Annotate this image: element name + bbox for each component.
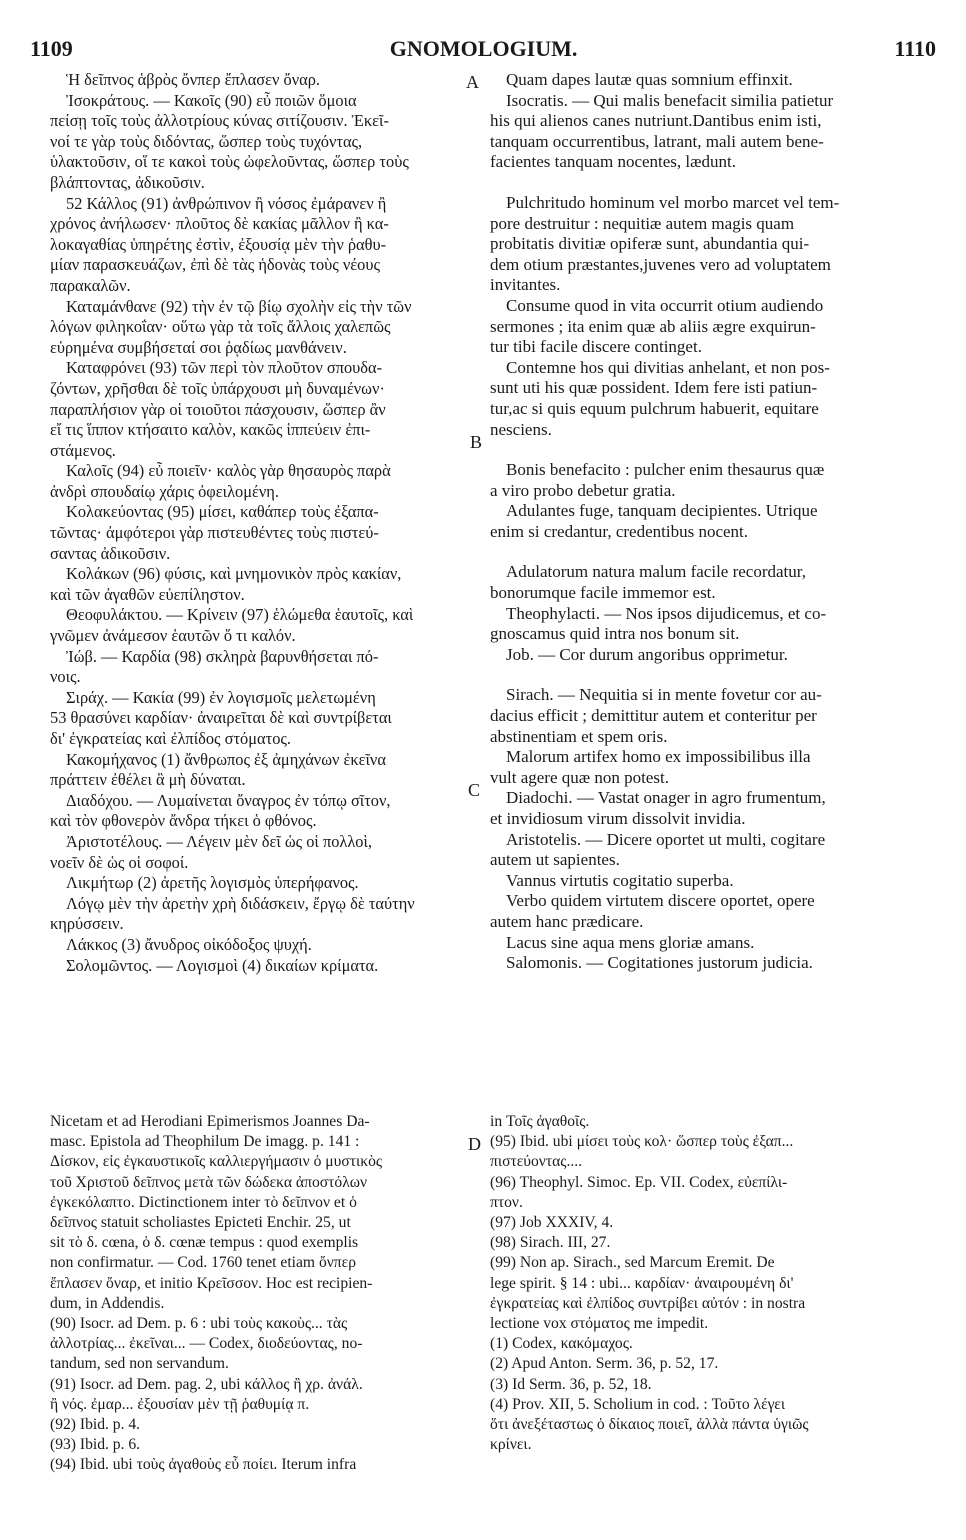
column-number-right: 1110 bbox=[894, 36, 936, 61]
footnote-line: Δίσκον, εἰς ἐγκαυστικοῖς καλλιεργήμασιν ὁ μυστικὸς bbox=[50, 1153, 383, 1171]
greek-line: ἀνδρὶ σπουδαίῳ χάρις ὀφειλομένη. bbox=[50, 481, 279, 501]
latin-line: tur,ac si quis equum pulchrum habuerit, equitare bbox=[490, 398, 819, 418]
latin-line: sunt uti his quæ possident. Idem fere isti patiun- bbox=[490, 378, 818, 398]
section-marker-a: A bbox=[466, 72, 479, 92]
footnote-line: (95) Ibid. ubi μίσει τοὺς κολ· ὥσπερ τοὺς ἐξαπ... bbox=[490, 1133, 794, 1151]
footnotes-right bbox=[490, 1112, 922, 1455]
footnote-line: (4) Prov. XII, 5. Scholium in cod. : Τοῦτο λέγει bbox=[490, 1395, 786, 1413]
greek-text-column bbox=[50, 70, 460, 976]
greek-line: Ἰώβ. — Καρδία (98) σκληρὰ βαρυνθήσεται πό- bbox=[66, 646, 379, 666]
greek-line: Καλοῖς (94) εὖ ποιεῖν· καλὸς γὰρ θησαυρὸς παρὰ bbox=[66, 461, 391, 481]
footnote-line: (97) Job XXXIV, 4. bbox=[490, 1214, 614, 1232]
footnote-line: dum, in Addendis. bbox=[50, 1294, 165, 1312]
greek-line: δι' ἐγκρατείας καὶ ἐλπίδος στόματος. bbox=[50, 729, 291, 748]
footnote-line: (96) Theophyl. Simoc. Ep. VII. Codex, εὐεπίλι- bbox=[490, 1173, 788, 1191]
latin-line: his qui alienos canes nutriunt.Dantibus enim isti, bbox=[490, 111, 822, 131]
greek-line: πράττειν ἐθέλει ἃ μὴ δύναται. bbox=[50, 770, 246, 790]
footnote-line: (3) Id Serm. 36, p. 52, 18. bbox=[490, 1375, 652, 1393]
latin-text-column bbox=[490, 70, 922, 974]
footnote-line: ἀλλοτρίας... ἐκεῖναι... — Codex, διοδεύοντας, no- bbox=[50, 1335, 363, 1353]
greek-line: Ἡ δεῖπνος ἁβρὸς ὄνπερ ἔπλασεν ὄναρ. bbox=[66, 70, 320, 89]
greek-line: παρακαλῶν. bbox=[50, 275, 131, 295]
footnote-line: (90) Isocr. ad Dem. p. 6 : ubi τοὺς κακοὺς... τὰς bbox=[50, 1315, 348, 1333]
footnote-line: (2) Apud Anton. Serm. 36, p. 52, 17. bbox=[490, 1355, 719, 1373]
greek-line: μίαν παρασκευάζων, ἐπὶ δὲ τὰς ἡδονὰς τοὺς νέους bbox=[50, 255, 380, 275]
greek-line: τῶντας· ἀμφότεροι γὰρ πιστευθέντες τοὺς πιστεύ- bbox=[50, 523, 379, 543]
latin-line: vult agere quæ non potest. bbox=[490, 767, 669, 787]
greek-line: Ἀριστοτέλους. — Λέγειν μὲν δεῖ ὡς οἱ πολλοὶ, bbox=[66, 831, 373, 851]
latin-line: nesciens. bbox=[490, 419, 552, 439]
latin-line: Pulchritudo hominum vel morbo marcet vel tem- bbox=[506, 192, 840, 212]
greek-line: Κολάκων (96) φύσις, καὶ μνημονικὸν πρὸς κακίαν, bbox=[66, 564, 402, 584]
greek-line: βλάπτοντας, ἀδικοῦσιν. bbox=[50, 172, 205, 192]
greek-line: νοις. bbox=[50, 667, 81, 687]
page-title: GNOMOLOGIUM. bbox=[389, 36, 578, 61]
greek-line: Λόγῳ μὲν τὴν ἀρετὴν χρὴ διδάσκειν, ἔργῳ δὲ ταύτην bbox=[66, 893, 415, 913]
footnote-line: ὅτι ἀνεξέταστως ὁ δίκαιος ποιεῖ, ἀλλὰ πάντα ὑγιῶς bbox=[490, 1416, 809, 1434]
footnote-line: non confirmatur. — Cod. 1760 tenet etiam ὄνπερ bbox=[50, 1254, 356, 1272]
footnote-line: (93) Ibid. p. 6. bbox=[50, 1436, 141, 1454]
latin-line: pore destruitur : nequitiæ autem magis quam bbox=[490, 213, 795, 233]
greek-line: καὶ τῶν ἀγαθῶν εὐεπίληστον. bbox=[50, 584, 245, 604]
latin-line: invitantes. bbox=[490, 275, 561, 295]
footnote-line: (1) Codex, κακόμαχος. bbox=[490, 1335, 633, 1353]
greek-line: λόγων φιληκοΐαν· οὕτω γὰρ τὰ τοῖς ἄλλοις χαλεπῶς bbox=[50, 317, 391, 337]
footnote-line: ἐγκεκόλαπτο. Dictinctionem inter τὸ δεῖπνον et ὁ bbox=[50, 1193, 357, 1211]
greek-line: κηρύσσειν. bbox=[50, 914, 124, 934]
latin-line: Consume quod in vita occurrit otium audiendo bbox=[506, 295, 824, 315]
footnote-line: (99) Non ap. Sirach., sed Marcum Eremit. De bbox=[490, 1254, 775, 1272]
greek-line: Διαδόχου. — Λυμαίνεται ὄναγρος ἐν τόπῳ σῖτον, bbox=[66, 790, 391, 810]
footnote-line: (91) Isocr. ad Dem. pag. 2, ubi κάλλος ἢ χρ. ἀνάλ. bbox=[50, 1375, 363, 1393]
footnote-line: tandum, sed non servandum. bbox=[50, 1355, 229, 1373]
latin-line: Malorum artifex homo ex impossibilibus illa bbox=[506, 747, 811, 767]
footnote-line: (98) Sirach. III, 27. bbox=[490, 1234, 611, 1252]
footnote-line: lege spirit. § 14 : ubi... καρδίαν· ἀναιρουμένη δι' bbox=[490, 1274, 794, 1292]
latin-line: Aristotelis. — Dicere oportet ut multi, cogitare bbox=[506, 829, 826, 849]
footnote-line: in Τοῖς ἀγαθοῖς. bbox=[490, 1113, 590, 1130]
section-marker-d: D bbox=[468, 1134, 481, 1154]
latin-line: Adulantes fuge, tanquam decipientes. Utrique bbox=[506, 501, 818, 521]
greek-line: Θεοφυλάκτου. — Κρίνειν (97) ἑλώμεθα ἑαυτοῖς, καὶ bbox=[66, 605, 414, 625]
greek-line: στάμενος. bbox=[50, 440, 116, 460]
section-marker-c: C bbox=[468, 780, 481, 800]
latin-line: abstinentiam et spem oris. bbox=[490, 726, 668, 746]
latin-line: tanquam occurrentibus, latrant, mali autem bene- bbox=[490, 131, 824, 151]
greek-line: σαντας ἀδικοῦσιν. bbox=[50, 543, 171, 563]
latin-line: Verbo quidem virtutem discere oportet, opere bbox=[506, 891, 815, 911]
latin-line: Sirach. — Nequitia si in mente fovetur cor au- bbox=[506, 685, 822, 705]
latin-line: dem otium præstantes,juvenes vero ad voluptatem bbox=[490, 254, 831, 274]
footnote-line: ἐγκρατείας καὶ ἐλπίδος συντρίβει αὐτόν : in nostra bbox=[490, 1294, 806, 1312]
footnote-line: πιστεύοντας.... bbox=[490, 1153, 583, 1171]
latin-line: Quam dapes lautæ quas somnium effinxit. bbox=[506, 70, 793, 89]
footnote-line: τοῦ Χριστοῦ δεῖπνος μετὰ τῶν δώδεκα ἀποστόλων bbox=[50, 1173, 368, 1191]
greek-line: νοί τε γὰρ τοὺς διδόντας, ὥσπερ τοὺς τυχόντας, bbox=[50, 131, 363, 151]
greek-line: ζόντων, χρῆσθαι δὲ τοῖς ὑπάρχουσι μὴ δυναμένων· bbox=[50, 378, 385, 398]
greek-line: χρόνος ἀνήλωσεν· πλοῦτος δὲ κακίας μᾶλλον ἢ κα- bbox=[50, 214, 389, 234]
latin-line: Job. — Cor durum angoribus opprimetur. bbox=[506, 644, 788, 664]
footnote-line: δεῖπνος statuit scholiastes Epicteti Enchir. 25, ut bbox=[50, 1214, 351, 1232]
latin-line: Contemne hos qui divitias anhelant, et non pos- bbox=[506, 357, 830, 377]
greek-line: 52 Κάλλος (91) ἀνθρώπινον ἢ νόσος ἐμάρανεν ἢ bbox=[66, 193, 387, 213]
greek-line: Λικμήτωρ (2) ἀρετῆς λογισμὸς ὑπερήφανος. bbox=[66, 873, 359, 893]
greek-line: Σολομῶντος. — Λογισμοὶ (4) δικαίων κρίματα. bbox=[66, 955, 379, 975]
latin-line: et invidiosum virum dissolvit invidia. bbox=[490, 809, 746, 828]
column-number-left: 1109 bbox=[30, 36, 73, 61]
greek-line: νοεῖν δὲ ὡς οἱ σοφοί. bbox=[50, 852, 189, 872]
latin-line: Salomonis. — Cogitationes justorum judicia. bbox=[506, 953, 813, 973]
latin-line: dacius efficit ; demittitur autem et conteritur per bbox=[490, 706, 817, 726]
latin-line: bonorumque facile immemor est. bbox=[490, 583, 716, 603]
greek-line: λοκαγαθίας ὑπηρέτης ἐστὶν, ἐξουσίᾳ μὲν τὴν ῥαθυ- bbox=[50, 234, 387, 254]
greek-line: πείσῃ τοῖς τοὺς ἀλλοτρίους κύνας σιτίζουσιν. Ἐκεῖ- bbox=[50, 111, 389, 131]
latin-line: sermones ; ita enim quæ ab aliis ægre exquirun- bbox=[490, 316, 816, 336]
greek-line: Ἰσοκράτους. — Κακοῖς (90) εὖ ποιῶν ὅμοια bbox=[66, 90, 357, 110]
latin-line: gnoscamus quid intra nos bonum sit. bbox=[490, 624, 740, 644]
latin-line: a viro probo debetur gratia. bbox=[490, 480, 676, 500]
greek-line: Λάκκος (3) ἄνυδρος οἰκόδοξος ψυχή. bbox=[66, 934, 312, 954]
footnote-line: (94) Ibid. ubi τοὺς ἀγαθοὺς εὖ ποίει. Iterum infra bbox=[50, 1456, 357, 1474]
greek-line: εὑρημένα συμβήσεταί σοι ῥᾳδίως μανθάνειν. bbox=[50, 337, 347, 357]
footnote-line: Nicetam et ad Herodiani Epimerismos Joannes Da- bbox=[50, 1113, 370, 1130]
greek-line: εἴ τις ἵππον κτήσαιτο καλὸν, κακῶς ἱππεύειν ἐπι- bbox=[50, 420, 371, 440]
greek-line: γνῶμεν ἀνάμεσον ἑαυτῶν ὅ τι καλόν. bbox=[50, 626, 296, 646]
greek-line: Σιράχ. — Κακία (99) ἐν λογισμοῖς μελετωμένη bbox=[66, 687, 376, 707]
latin-line: tur tibi facile discere continget. bbox=[490, 337, 702, 357]
greek-line: Καταμάνθανε (92) τὴν ἐν τῷ βίῳ σχολὴν εἰς τὴν τῶν bbox=[66, 296, 412, 316]
footnote-line: masc. Epistola ad Theophilum De imagg. p. 141 : bbox=[50, 1133, 360, 1151]
latin-line: Diadochi. — Vastat onager in agro frumentum, bbox=[506, 788, 826, 808]
latin-line: autem hanc prædicare. bbox=[490, 911, 644, 931]
footnote-line: lectione vox στόματος me impedit. bbox=[490, 1315, 709, 1333]
greek-line: καὶ τὸν φθονερὸν ἄνδρα τήκει ὁ φθόνος. bbox=[50, 811, 317, 831]
greek-line: παραπλήσιον γὰρ οἱ τοιοῦτοι πάσχουσιν, ὥσπερ ἂν bbox=[50, 399, 386, 419]
footnote-line: (92) Ibid. p. 4. bbox=[50, 1416, 141, 1434]
footnote-line: ἢ νός. ἐμαρ... ἐξουσίαν μὲν τῇ ῥαθυμίᾳ π. bbox=[50, 1395, 310, 1413]
latin-line: Bonis benefacito : pulcher enim thesaurus quæ bbox=[506, 460, 825, 480]
latin-line: facientes tanquam nocentes, lædunt. bbox=[490, 152, 736, 172]
latin-line: Theophylacti. — Nos ipsos dijudicemus, et co- bbox=[506, 603, 827, 623]
greek-line: ὑλακτοῦσιν, οἵ τε κακοὶ τοὺς ὠφελοῦντας, ὥσπερ τοὺς bbox=[50, 152, 409, 172]
latin-line: autem ut sapientes. bbox=[490, 850, 620, 870]
latin-line: Isocratis. — Qui malis benefacit similia patietur bbox=[506, 90, 834, 110]
greek-line: Κολακεύοντας (95) μίσει, καθάπερ τοὺς ἐξαπα- bbox=[66, 502, 379, 522]
latin-line: Adulatorum natura malum facile recordatur, bbox=[506, 562, 806, 582]
page-header bbox=[30, 34, 936, 64]
latin-line: enim si credantur, credentibus nocent. bbox=[490, 521, 749, 541]
footnote-line: κρίνει. bbox=[490, 1436, 532, 1454]
section-marker-b: B bbox=[470, 432, 483, 452]
footnotes-left bbox=[50, 1112, 462, 1476]
footnote-line: ἔπλασεν ὄναρ, et initio Κρεῖσσον. Hoc est recipien- bbox=[50, 1274, 373, 1292]
greek-line: Κακομήχανος (1) ἄνθρωπος ἐξ ἀμηχάνων ἐκεῖνα bbox=[66, 749, 386, 769]
footnote-line: sit τὸ δ. cœna, ὁ δ. cœnæ tempus : quod exemplis bbox=[50, 1234, 359, 1252]
latin-line: probitatis divitiæ opiferæ sunt, abundantia qui- bbox=[490, 234, 810, 254]
greek-line: Καταφρόνει (93) τῶν περὶ τὸν πλοῦτον σπουδα- bbox=[66, 358, 383, 378]
footnote-line: πτον. bbox=[490, 1193, 523, 1211]
latin-line: Lacus sine aqua mens gloriæ amans. bbox=[506, 932, 755, 952]
latin-line: Vannus virtutis cogitatio superba. bbox=[506, 870, 734, 890]
greek-line: 53 θρασύνει καρδίαν· ἀναιρεῖται δὲ καὶ συντρίβεται bbox=[50, 708, 392, 728]
